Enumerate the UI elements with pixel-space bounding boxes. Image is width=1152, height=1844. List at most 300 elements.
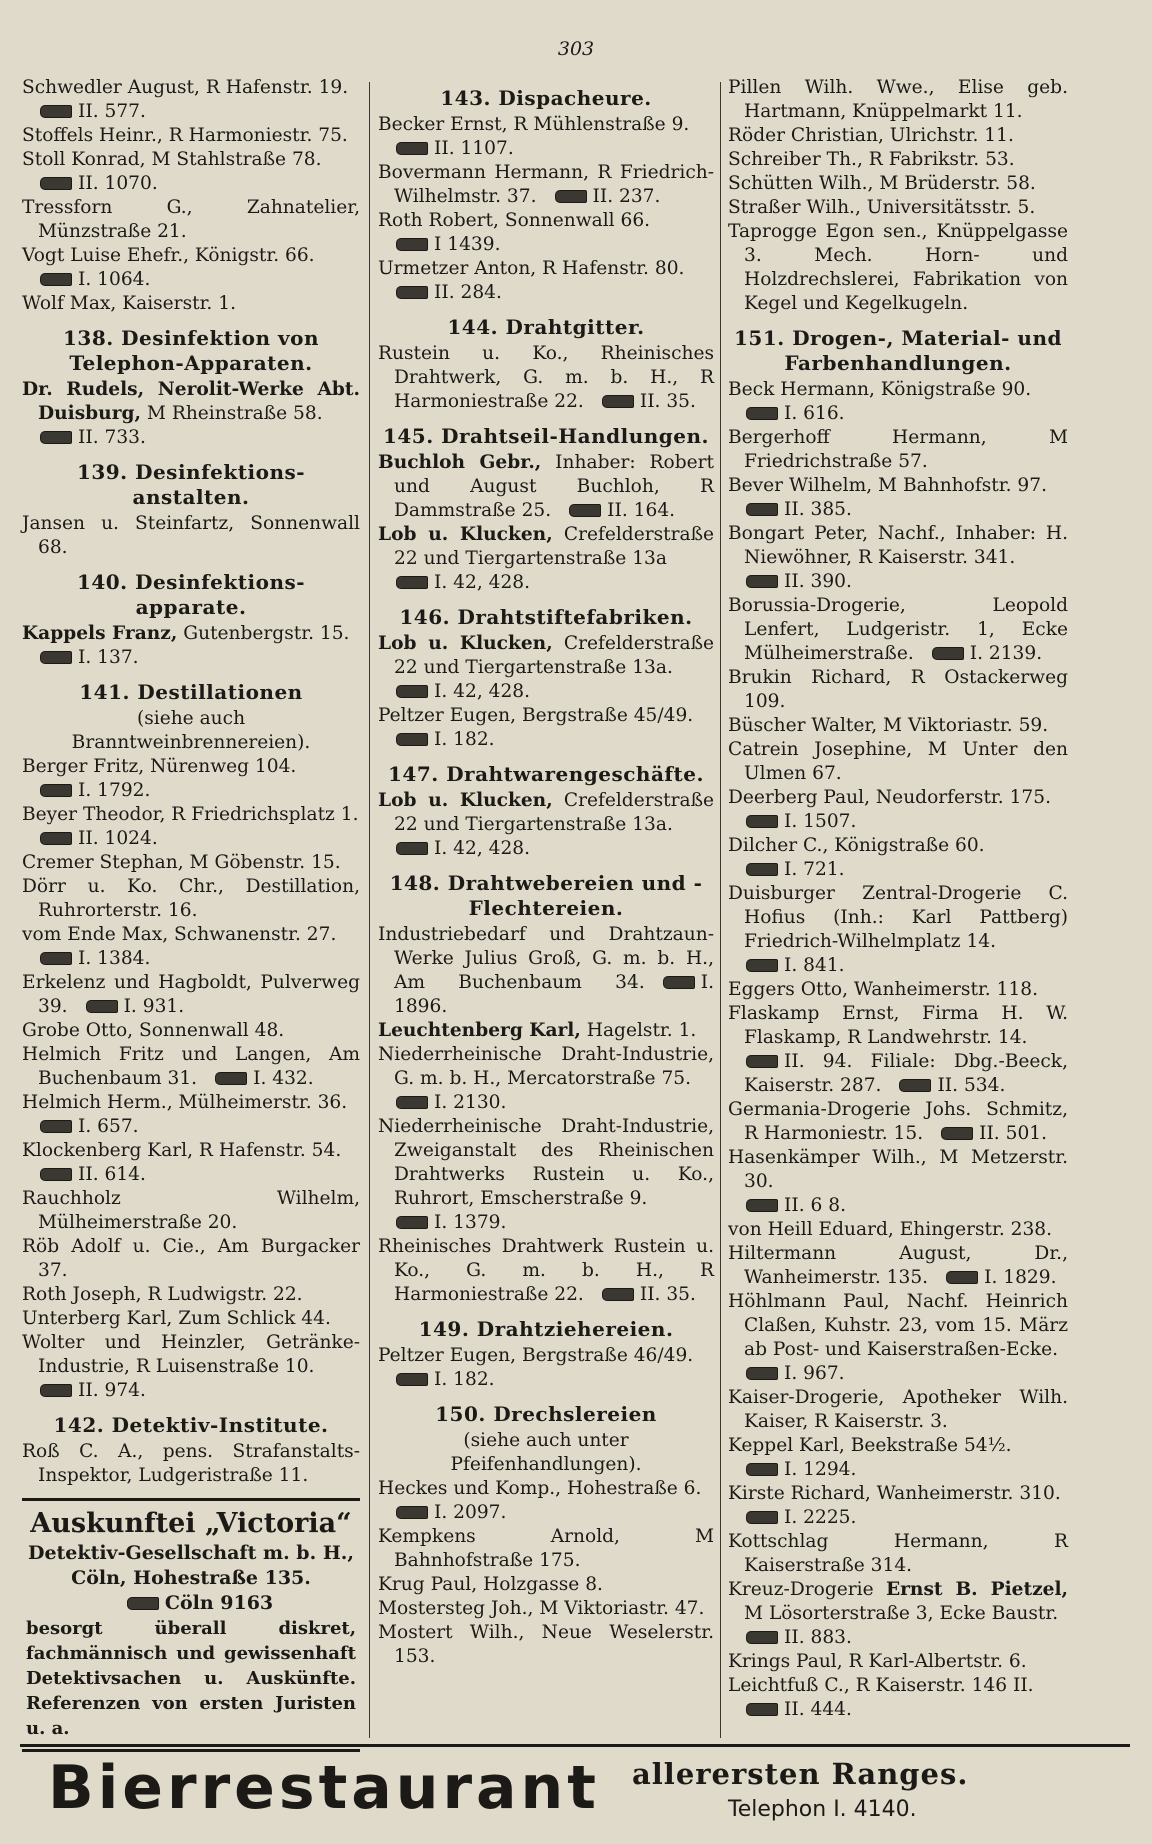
entry-text: Roth Joseph, R Ludwigstr. 22.: [22, 1284, 303, 1305]
telephone-icon: [396, 1096, 428, 1109]
directory-entry: [22, 923, 360, 947]
phone-line: [728, 402, 1068, 426]
entry-text: Flaskamp Ernst, Firma H. W. Flaskamp, R Landwehrstr. 14.: [728, 1003, 1068, 1048]
phone-number: I. 137.: [78, 647, 139, 668]
entry-text: Krings Paul, R Karl-Albertstr. 6.: [728, 1651, 1027, 1672]
directory-entry: [728, 1578, 1068, 1626]
directory-entry: [378, 1235, 714, 1307]
directory-entry: [728, 1002, 1068, 1050]
phone-number: II. 1107.: [434, 138, 514, 159]
telephone-icon: [40, 784, 72, 797]
directory-entry: [728, 738, 1068, 786]
entry-text: Bergerhoff Hermann, M Friedrichstraße 57.: [728, 427, 1068, 472]
column-divider-left: [369, 82, 370, 1738]
telephone-icon: [396, 1373, 428, 1386]
entry-text: Bovermann Hermann, R Friedrich-Wilhelmstr. 37.: [378, 162, 714, 207]
entry-text: Taprogge Egon sen., Knüppelgasse 3. Mech. Horn- und Holzdrechslerei, Fabrikation von Kegel und Kegelkugeln.: [728, 221, 1068, 314]
phone-number: I. 42, 428.: [434, 681, 531, 702]
phone-line: [728, 1698, 1068, 1722]
section-heading: 143. Dispacheure.: [440, 86, 652, 110]
entry-text: Bever Wilhelm, M Bahnhofstr. 97.: [728, 475, 1047, 496]
entry-text: Wolter und Heinzler, Getränke-Industrie, R Luisenstraße 10.: [22, 1332, 360, 1377]
entry-text: von Heill Eduard, Ehingerstr. 238.: [728, 1219, 1053, 1240]
telephone-icon: [946, 1271, 978, 1284]
entry-text: Kottschlag Hermann, R Kaiserstraße 314.: [728, 1531, 1068, 1576]
phone-number: I. 2225.: [784, 1507, 857, 1528]
entry-text: Stoll Konrad, M Stahlstraße 78.: [22, 149, 322, 170]
section-heading: 144. Drahtgitter.: [447, 315, 645, 339]
entry-text: Klockenberg Karl, R Hafenstr. 54.: [22, 1140, 342, 1161]
section-note: (siehe auch Branntweinbrennereien).: [71, 708, 311, 753]
telephone-icon: [746, 575, 778, 588]
telephone-icon: [746, 407, 778, 420]
phone-number: I. 616.: [784, 403, 845, 424]
phone-number: I. 432.: [253, 1068, 314, 1089]
phone-number: II. 974.: [78, 1380, 146, 1401]
telephone-icon: [396, 733, 428, 746]
entry-text: Kempkens Arnold, M Bahnhofstraße 175.: [378, 1526, 714, 1571]
telephone-icon: [215, 1072, 247, 1085]
phone-line: [728, 570, 1068, 594]
column-divider-right: [720, 82, 721, 1738]
directory-entry: [728, 1290, 1068, 1362]
directory-entry: [378, 342, 714, 414]
directory-entry: [728, 1050, 1068, 1098]
phone-number: I. 841.: [784, 955, 845, 976]
section-heading: 149. Drahtziehereien.: [418, 1317, 674, 1341]
entry-text: Heckes und Komp., Hohestraße 6.: [378, 1478, 702, 1499]
phone-number: II. 35.: [639, 391, 696, 412]
directory-entry: [728, 474, 1068, 498]
entry-text: Jansen u. Steinfartz, Sonnenwall 68.: [22, 513, 360, 558]
phone-line: [22, 268, 360, 292]
entry-name-bold: Ernst B. Pietzel,: [885, 1579, 1068, 1600]
telephone-icon: [941, 1127, 973, 1140]
entry-text: Hasenkämper Wilh., M Metzerstr. 30.: [728, 1147, 1068, 1192]
directory-entry: [22, 512, 360, 560]
telephone-icon: [746, 815, 778, 828]
entry-text: Gutenbergstr. 15.: [177, 623, 350, 644]
column-middle: [378, 76, 714, 1669]
directory-entry: [378, 523, 714, 571]
entry-text: Pillen Wilh. Wwe., Elise geb. Hartmann, Knüppelmarkt 11.: [728, 77, 1068, 122]
telephone-icon: [40, 1384, 72, 1397]
phone-number: I. 657.: [78, 1116, 139, 1137]
directory-entry: [378, 632, 714, 680]
entry-text: M Rheinstraße 58.: [140, 403, 323, 424]
entry-text: vom Ende Max, Schwanenstr. 27.: [22, 924, 337, 945]
telephone-icon: [746, 863, 778, 876]
phone-line: [378, 837, 714, 861]
telephone-icon: [40, 431, 72, 444]
telephone-icon: [40, 105, 72, 118]
phone-number: I 1439.: [434, 234, 501, 255]
directory-entry: [728, 834, 1068, 858]
phone-number: II. 1024.: [78, 828, 158, 849]
telephone-icon: [40, 1168, 72, 1181]
phone-number: I. 182.: [434, 729, 495, 750]
entry-text: Schwedler August, R Hafenstr. 19.: [22, 77, 349, 98]
telephone-icon: [569, 504, 601, 517]
entry-text: M Lösorterstraße 3, Ecke Baustr.: [744, 1603, 1059, 1624]
entry-text: Crefelderstraße 22 und Tiergartenstraße 13a.: [394, 790, 714, 835]
ad-title: Auskunftei „Victoria“: [30, 1508, 352, 1539]
telephone-icon: [746, 1367, 778, 1380]
telephone-icon: [396, 685, 428, 698]
phone-number: II. 164.: [607, 500, 676, 521]
entry-text: Hiltermann August, Dr., Wanheimerstr. 135.: [728, 1243, 1068, 1288]
directory-entry: [728, 978, 1068, 1002]
phone-line: [378, 1501, 714, 1525]
phone-number: II. 385.: [784, 499, 852, 520]
phone-number: I. 967.: [784, 1363, 845, 1384]
entry-text: Roß C. A., pens. Strafanstalts-Inspektor, Ludgeristraße 11.: [22, 1441, 360, 1486]
phone-number: I. 1507.: [784, 811, 857, 832]
entry-text: Catrein Josephine, M Unter den Ulmen 67.: [728, 739, 1068, 784]
entry-text: Crefelderstraße 22 und Tiergartenstraße 13a: [394, 524, 714, 569]
restaurant-title: Bierrestaurant: [48, 1753, 600, 1823]
directory-entry: [728, 196, 1068, 220]
directory-entry: [728, 594, 1068, 666]
phone-number: I. 721.: [784, 859, 845, 880]
phone-number: I. 2097.: [434, 1502, 507, 1523]
phone-number: I. 182.: [434, 1369, 495, 1390]
section-heading: 146. Drahtstiftefabriken.: [399, 605, 693, 629]
directory-entry: [22, 1043, 360, 1091]
telephone-icon: [396, 238, 428, 251]
telephone-icon: [746, 1055, 778, 1068]
entry-text: Bongart Peter, Nachf., Inhaber: H. Niewöhner, R Kaiserstr. 341.: [728, 523, 1068, 568]
entry-name-bold: Dr. Rudels, Nerolit-Werke Abt. Duisburg,: [22, 379, 360, 424]
directory-entry: [728, 1386, 1068, 1434]
phone-number: II. 390.: [784, 571, 852, 592]
telephone-icon: [746, 1631, 778, 1644]
directory-entry: [22, 1331, 360, 1379]
directory-entry: [728, 666, 1068, 714]
entry-name-bold: Lob u. Klucken,: [378, 633, 553, 654]
entry-text: Cremer Stephan, M Göbenstr. 15.: [22, 852, 341, 873]
entry-text: Becker Ernst, R Mühlenstraße 9.: [378, 114, 690, 135]
directory-entry: [22, 1307, 360, 1331]
section-heading: 148. Drahtwebereien und -Flechtereien.: [389, 871, 703, 920]
entry-text: Crefelderstraße 22 und Tiergartenstraße 13a.: [394, 633, 714, 678]
section-heading: 147. Drahtwarengeschäfte.: [388, 762, 704, 786]
directory-entry: [22, 244, 360, 268]
telephone-icon: [40, 952, 72, 965]
section-heading: 140. Desinfektions-apparate.: [76, 570, 306, 619]
entry-text: Erkelenz und Hagboldt, Pulverweg 39.: [22, 972, 360, 1017]
phone-line: [378, 1091, 714, 1115]
directory-entry: [22, 622, 360, 646]
directory-entry: [378, 1621, 714, 1669]
directory-entry: [378, 1477, 714, 1501]
section-heading: 141. Destillationen: [79, 680, 303, 704]
phone-line: [22, 1115, 360, 1139]
entry-name-bold: Lob u. Klucken,: [378, 790, 553, 811]
phone-line: [22, 100, 360, 124]
directory-entry: [22, 76, 360, 100]
phone-number: II. 733.: [78, 427, 146, 448]
entry-name-bold: Lob u. Klucken,: [378, 524, 553, 545]
directory-entry: [22, 292, 360, 316]
telephone-icon: [396, 576, 428, 589]
phone-line: [378, 728, 714, 752]
ad-phone-number: Cöln 9163: [164, 1592, 274, 1614]
entry-text: Schütten Wilh., M Brüderstr. 58.: [728, 173, 1036, 194]
entry-text: Rheinisches Drahtwerk Rustein u. Ko., G. m. b. H., R Harmoniestraße 22.: [378, 1236, 714, 1305]
entry-text: Berger Fritz, Nürenweg 104.: [22, 756, 297, 777]
directory-entry: [22, 971, 360, 1019]
page-number: 303: [557, 38, 595, 60]
phone-line: [22, 947, 360, 971]
entry-text: Rauchholz Wilhelm, Mülheimerstraße 20.: [22, 1188, 360, 1233]
ad-line1: Detektiv-Gesellschaft m. b. H.,: [27, 1542, 355, 1564]
telephone-icon: [746, 1703, 778, 1716]
phone-line: [728, 1458, 1068, 1482]
ad-line2: Cöln, Hohestraße 135.: [71, 1567, 311, 1589]
section-heading: 150. Drechslereien: [435, 1402, 657, 1426]
phone-number: I. 42, 428.: [434, 572, 531, 593]
phone-number: II. 577.: [78, 101, 146, 122]
directory-entry: [728, 1242, 1068, 1290]
section-heading: 139. Desinfektions-anstalten.: [76, 460, 306, 509]
entry-text: Beck Hermann, Königstraße 90.: [728, 379, 1032, 400]
phone-line: [22, 827, 360, 851]
directory-entry: [728, 148, 1068, 172]
directory-entry: [728, 1650, 1068, 1674]
phone-number: II. 6 8.: [784, 1195, 846, 1216]
phone-line: [378, 680, 714, 704]
entry-text: Grobe Otto, Sonnenwall 48.: [22, 1020, 285, 1041]
directory-entry: [728, 882, 1068, 954]
ad-phone: [22, 1591, 360, 1616]
directory-entry: [378, 1019, 714, 1043]
entry-text: Röder Christian, Ulrichstr. 11.: [728, 125, 1014, 146]
directory-entry: [728, 172, 1068, 196]
entry-text: Keppel Karl, Beekstraße 54½.: [728, 1435, 1012, 1456]
directory-entry: [22, 1139, 360, 1163]
phone-number: II. 94.: [784, 1051, 853, 1072]
directory-entry: [22, 851, 360, 875]
telephone-icon: [127, 1597, 159, 1610]
phone-number: II. 237.: [592, 186, 661, 207]
phone-line: [22, 779, 360, 803]
phone-number: I. 1379.: [434, 1212, 507, 1233]
directory-entry: [22, 1019, 360, 1043]
phone-line: [728, 954, 1068, 978]
phone-line: [728, 1362, 1068, 1386]
telephone-icon: [663, 976, 695, 989]
entry-text: Mostersteg Joh., M Viktoriastr. 47.: [378, 1598, 705, 1619]
entry-text: Peltzer Eugen, Bergstraße 45/49.: [378, 705, 694, 726]
phone-line: [378, 233, 714, 257]
directory-entry: [22, 1091, 360, 1115]
phone-line: [22, 646, 360, 670]
phone-line: [22, 172, 360, 196]
directory-entry: [22, 196, 360, 244]
entry-text: Helmich Fritz und Langen, Am Buchenbaum 31.: [22, 1044, 360, 1089]
entry-text: Roth Robert, Sonnenwall 66.: [378, 210, 651, 231]
directory-entry: [728, 1434, 1068, 1458]
entry-text: Dilcher C., Königstraße 60.: [728, 835, 985, 856]
directory-entry: [22, 1187, 360, 1235]
phone-number: I. 2130.: [434, 1092, 507, 1113]
phone-line: [378, 1211, 714, 1235]
telephone-icon: [86, 1000, 118, 1013]
phone-line: [728, 1626, 1068, 1650]
entry-text: Tressforn G., Zahnatelier, Münzstraße 21.: [22, 197, 360, 242]
directory-entry: [22, 755, 360, 779]
phone-line: [728, 810, 1068, 834]
telephone-icon: [396, 1506, 428, 1519]
directory-entry: [22, 875, 360, 923]
entry-text: Industriebedarf und Drahtzaun-Werke Julius Groß, G. m. b. H., Am Buchenbaum 34.: [378, 924, 714, 993]
directory-entry: [378, 451, 714, 523]
advertisement-victoria: [22, 1498, 360, 1752]
directory-entry: [728, 1218, 1068, 1242]
phone-number: I. 1792.: [78, 780, 151, 801]
phone-line: [378, 571, 714, 595]
entry-text: Eggers Otto, Wanheimerstr. 118.: [728, 979, 1039, 1000]
entry-text: Beyer Theodor, R Friedrichsplatz 1.: [22, 804, 359, 825]
phone-number: I. 2139.: [969, 643, 1043, 664]
entry-text: Krug Paul, Holzgasse 8.: [378, 1574, 603, 1595]
entry-text: Büscher Walter, M Viktoriastr. 59.: [728, 715, 1049, 736]
column-left: [22, 76, 360, 1752]
phone-line: [728, 858, 1068, 882]
directory-entry: [378, 704, 714, 728]
entry-text: Mostert Wilh., Neue Weselerstr. 153.: [378, 1622, 714, 1667]
entry-text: Leichtfuß C., R Kaiserstr. 146 II.: [728, 1675, 1034, 1696]
entry-text: Urmetzer Anton, R Hafenstr. 80.: [378, 258, 685, 279]
restaurant-telephone: Telephon I. 4140.: [728, 1797, 917, 1822]
entry-text: Höhlmann Paul, Nachf. Heinrich Claßen, Kuhstr. 23, vom 15. März ab Post- und Kaiserstraßen-Ecke.: [728, 1291, 1068, 1360]
directory-entry: [22, 803, 360, 827]
telephone-icon: [555, 190, 587, 203]
entry-text: Inhaber: Robert und August Buchloh, R Dammstraße 25.: [394, 452, 714, 521]
directory-entry: [728, 714, 1068, 738]
telephone-icon: [40, 273, 72, 286]
entry-text: Niederrheinische Draht-Industrie, G. m. b. H., Mercatorstraße 75.: [378, 1044, 714, 1089]
directory-entry: [378, 923, 714, 1019]
entry-text: Schreiber Th., R Fabrikstr. 53.: [728, 149, 1015, 170]
entry-text: Peltzer Eugen, Bergstraße 46/49.: [378, 1345, 694, 1366]
telephone-icon: [746, 503, 778, 516]
directory-entry: [378, 1525, 714, 1573]
section-heading: 138. Desinfektion von Telephon-Apparaten.: [62, 326, 319, 375]
entry-name-bold: Buchloh Gebr.,: [378, 452, 542, 473]
entry-text: Hagelstr. 1.: [580, 1020, 697, 1041]
entry-text: Unterberg Karl, Zum Schlick 44.: [22, 1308, 331, 1329]
restaurant-tagline: allerersten Ranges.: [632, 1757, 969, 1791]
telephone-icon: [746, 1199, 778, 1212]
directory-entry: [378, 113, 714, 137]
directory-entry: [378, 1597, 714, 1621]
directory-entry: [378, 1115, 714, 1211]
ad-body: besorgt überall diskret, fachmännisch und gewissenhaft Detektivsachen u. Auskünfte. Referenzen von ersten Juristen u. a.: [26, 1618, 356, 1739]
entry-text: Rustein u. Ko., Rheinisches Drahtwerk, G. m. b. H., R Harmoniestraße 22.: [378, 343, 714, 412]
section-note: (siehe auch unter Pfeifenhandlungen).: [450, 1430, 642, 1475]
entry-text: Kaiser-Drogerie, Apotheker Wilh. Kaiser, R Kaiserstr. 3.: [728, 1387, 1068, 1432]
entry-text: Röb Adolf u. Cie., Am Burgacker 37.: [22, 1236, 360, 1281]
phone-number: I. 931.: [123, 996, 185, 1017]
phone-line: [728, 498, 1068, 522]
telephone-icon: [40, 177, 72, 190]
phone-number: II. 614.: [78, 1164, 146, 1185]
phone-number: I. 1896.: [394, 972, 714, 1017]
entry-text: Wolf Max, Kaiserstr. 1.: [22, 293, 236, 314]
entry-text: Helmich Herm., Mülheimerstr. 36.: [22, 1092, 348, 1113]
phone-number: I. 1294.: [784, 1459, 857, 1480]
directory-entry: [728, 124, 1068, 148]
directory-entry: [378, 161, 714, 209]
telephone-icon: [40, 1120, 72, 1133]
entry-text: Straßer Wilh., Universitätsstr. 5.: [728, 197, 1036, 218]
directory-entry: [22, 148, 360, 172]
section-heading: 145. Drahtseil-Handlungen.: [382, 424, 710, 448]
telephone-icon: [899, 1079, 931, 1092]
phone-number: II. 501.: [979, 1123, 1048, 1144]
entry-text: Dörr u. Ko. Chr., Destillation, Ruhrorterstr. 16.: [22, 876, 360, 921]
telephone-icon: [396, 842, 428, 855]
directory-entry: [728, 426, 1068, 474]
directory-entry: [378, 789, 714, 837]
phone-line: [22, 1163, 360, 1187]
directory-entry: [22, 378, 360, 426]
phone-line: [378, 137, 714, 161]
phone-number: I. 1384.: [78, 948, 151, 969]
phone-line: [22, 1379, 360, 1403]
phone-number: I. 1064.: [78, 269, 151, 290]
entry-text: Niederrheinische Draht-Industrie, Zweiganstalt des Rheinischen Drahtwerks Rustein u. Ko., Ruhrort, Emscherstraße 9.: [378, 1116, 714, 1209]
directory-entry: [728, 1482, 1068, 1506]
telephone-icon: [40, 651, 72, 664]
telephone-icon: [746, 959, 778, 972]
section-heading: 151. Drogen-, Material- und Farbenhandlungen.: [734, 326, 1062, 375]
entry-text: Kirste Richard, Wanheimerstr. 310.: [728, 1483, 1061, 1504]
directory-entry: [728, 1674, 1068, 1698]
directory-entry: [22, 1235, 360, 1283]
entry-name-bold: Leuchtenberg Karl,: [378, 1020, 581, 1041]
telephone-icon: [602, 1288, 634, 1301]
telephone-icon: [396, 286, 428, 299]
phone-number: I. 42, 428.: [434, 838, 531, 859]
directory-entry: [378, 1043, 714, 1091]
directory-entry: [728, 220, 1068, 316]
directory-entry: [728, 378, 1068, 402]
phone-number: II. 534.: [937, 1075, 1006, 1096]
entry-text: Duisburger Zentral-Drogerie C. Hofius (Inh.: Karl Pattberg) Friedrich-Wilhelmplatz 14.: [728, 883, 1068, 952]
section-heading: 142. Detektiv-Institute.: [53, 1413, 329, 1437]
directory-entry: [728, 1146, 1068, 1194]
telephone-icon: [396, 142, 428, 155]
directory-entry: [22, 1440, 360, 1488]
telephone-icon: [602, 395, 634, 408]
entry-text: Germania-Drogerie Johs. Schmitz, R Harmoniestr. 15.: [728, 1099, 1068, 1144]
restaurant-advertisement: [20, 1744, 1130, 1833]
directory-entry: [728, 76, 1068, 124]
phone-line: [378, 281, 714, 305]
entry-text: Deerberg Paul, Neudorferstr. 175.: [728, 787, 1052, 808]
directory-entry: [378, 257, 714, 281]
directory-entry: [728, 786, 1068, 810]
phone-number: II. 35.: [639, 1284, 696, 1305]
phone-line: [378, 1368, 714, 1392]
phone-number: II. 883.: [784, 1627, 852, 1648]
entry-prefix: Kreuz-Drogerie: [728, 1579, 886, 1600]
entry-text: Vogt Luise Ehefr., Königstr. 66.: [22, 245, 315, 266]
phone-number: II. 1070.: [78, 173, 158, 194]
